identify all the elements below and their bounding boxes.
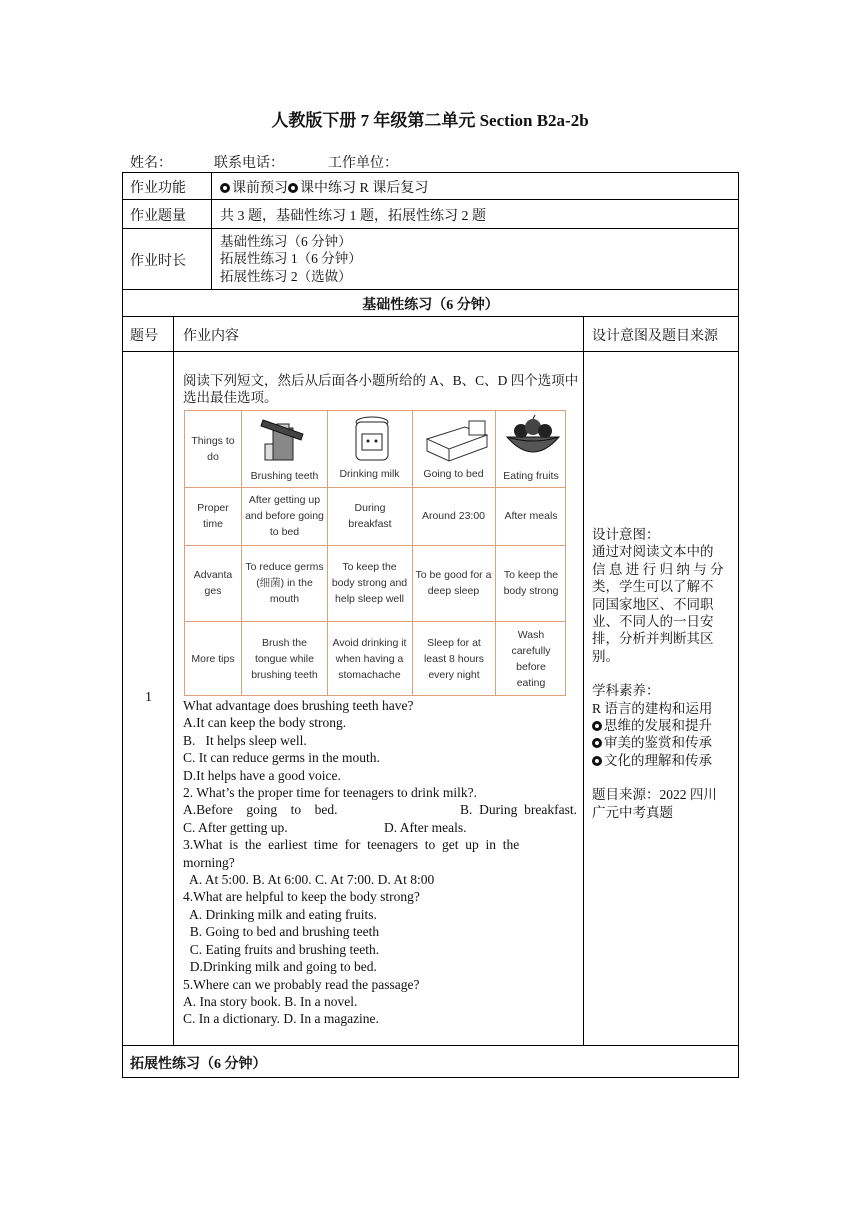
q5-option: C. In a dictionary. D. In a magazine. [183,1011,379,1027]
q2-option: A.Before going to bed. [183,802,338,818]
section-extended-heading: 拓展性练习（6 分钟） [130,1057,267,1072]
intent-line: 业、不同人的一日安 [592,614,714,630]
amount-value: 共 3 题，基础性练习 1 题，拓展性练习 2 题 [220,209,486,224]
q1-option: C. It can reduce germs in the mouth. [183,750,380,766]
circle-bullet-icon [592,721,602,731]
time-fruits: After meals [504,510,558,522]
tip-fruits: Wash carefully before eating [511,629,551,689]
duration-basic: 基础性练习（6 分钟） [220,234,352,249]
source-line: 广元中考真题 [592,804,673,820]
intent-line: 同国家地区、不同职 [592,596,714,612]
q2-option: C. After getting up. [183,819,288,835]
q3-stem: 3.What is the earliest time for teenagers to get up in the [183,837,520,853]
literacy-item: 文化的理解和传承 [592,752,734,769]
q4-option: A. Drinking milk and eating fruits. [183,906,377,922]
function-label: 作业功能 [130,181,186,196]
activity-brushing: Brushing teeth [250,470,319,482]
tip-bed: Sleep for at least 8 hours every night [423,637,485,681]
circle-bullet-icon [592,738,602,748]
circle-bullet-icon [592,756,602,766]
intent-line: 排，分析并判断其区 [592,631,714,647]
fruit-basket-icon [503,415,563,463]
intent-label: 设计意图： [592,527,660,542]
activity-bed: Going to bed [423,468,484,480]
header-content: 作业内容 [183,329,239,344]
literacy-label: 学科素养： [592,683,660,699]
amount-label: 作业题量 [130,209,186,224]
source-line: 题目来源：2022 四川 [592,787,717,803]
q1-option: D.It helps have a good voice. [183,767,341,783]
tip-milk: Avoid drinking it when having a stomachache [332,637,407,681]
activity-milk: Drinking milk [339,468,400,480]
time-milk: During breakfast [348,502,392,530]
row-label-tips: More tips [191,653,235,665]
org-label: 工作单位： [328,156,398,171]
circle-bullet-icon [220,183,230,193]
duration-ext1: 拓展性练习 1（6 分钟） [220,251,362,267]
q2-option: B. During breakfast. [460,802,577,818]
header-number: 题号 [130,329,158,344]
adv-bed: To be good for a deep sleep [415,569,492,597]
bed-icon [421,417,491,463]
adv-fruits: To keep the body strong [503,569,559,597]
adv-milk: To keep the body strong and help sleep well [331,561,408,605]
time-brushing: After getting up and before going to bed [245,494,324,538]
q4-stem: 4.What are helpful to keep the body strong? [183,889,420,905]
info-line [130,152,398,172]
q1-option: A.It can keep the body strong. [183,715,347,731]
row-label-advantages: Advanta ges [193,569,233,597]
header-design: 设计意图及题目来源 [592,329,718,344]
literacy-item: 审美的鉴赏和传承 [592,734,734,751]
question-number: 1 [145,690,152,705]
q1-option: B. It helps sleep well. [183,732,307,748]
instructions: 阅读下列短文，然后从后面各小题所给的 A、B、C、D 四个选项中选出最佳选项。 [183,373,579,406]
q2-option: D. After meals. [384,819,467,835]
intent-line: 类，学生可以了解不 [592,579,714,595]
q3-options: A. At 5:00. B. At 6:00. C. At 7:00. D. At 8:00 [183,872,435,888]
name-label: 姓名： [130,156,172,171]
phone-label: 联系电话： [214,156,284,171]
intent-line: 别。 [592,648,619,664]
literacy-item: R 语言的建构和运用 [592,700,713,716]
reading-table-image [184,410,566,696]
toothbrush-icon [255,414,315,464]
adv-brushing: To reduce germs (细菌) in the mouth [245,561,324,605]
activity-fruits: Eating fruits [503,470,559,482]
intent-line: 信 息 进 行 归 纳 与 分 [592,561,724,577]
circle-bullet-icon [288,183,298,193]
duration-label: 作业时长 [130,254,186,269]
questions-block [183,697,577,1028]
section-basic-heading: 基础性练习（6 分钟） [362,298,499,313]
page-title: 人教版下册 7 年级第二单元 Section B2a-2b [271,111,589,130]
q1-stem: What advantage does brushing teeth have? [183,698,414,713]
literacy-item: 思维的发展和提升 [592,717,734,734]
row-label-time: Proper time [197,502,229,530]
q4-option: C. Eating fruits and brushing teeth. [183,941,380,957]
design-column [592,526,734,821]
q5-option: A. Ina story book. B. In a novel. [183,993,358,1009]
q4-option: B. Going to bed and brushing teeth [183,924,380,940]
intent-line: 通过对阅读文本中的 [592,544,714,560]
function-value: 课前预习 课中练习 R 课后复习 [220,177,428,197]
duration-values [220,233,362,285]
tip-brushing: Brush the tongue while brushing teeth [251,637,318,681]
q2-stem: 2. What’s the proper time for teenagers to drink milk?. [183,785,478,801]
q5-stem: 5.Where can we probably read the passage? [183,976,420,992]
milk-jar-icon [345,414,399,464]
q3-stem-cont: morning? [183,854,235,870]
duration-ext2: 拓展性练习 2（选做） [220,268,352,284]
row-label-things: Things to do [191,435,235,463]
time-bed: Around 23:00 [421,510,486,522]
q4-option: D.Drinking milk and going to bed. [183,959,377,975]
